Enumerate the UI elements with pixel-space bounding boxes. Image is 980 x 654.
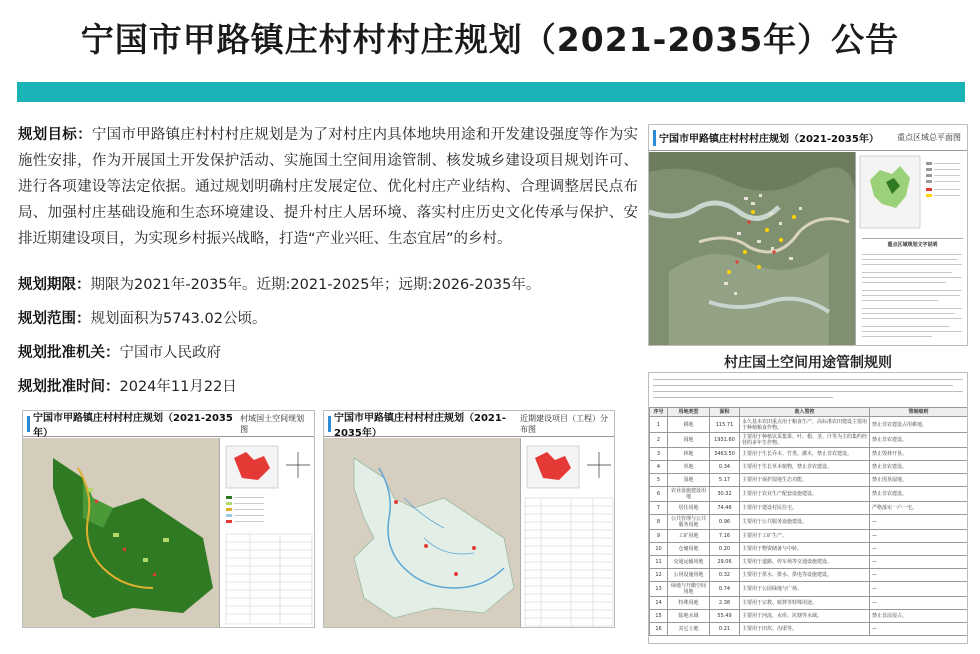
- table-cell: 主要用于道路、停车场等交通设施建设。: [740, 556, 870, 569]
- table-cell: —: [870, 623, 968, 636]
- table-cell: 主要用于建设村民住宅。: [740, 502, 870, 515]
- table-cell: —: [870, 569, 968, 582]
- table-cell: 0.21: [710, 623, 740, 636]
- authority-text: 宁国市人民政府: [119, 345, 221, 361]
- card-title: 宁国市甲路镇庄村村村庄规划（2021-2035年）: [659, 134, 879, 145]
- table-row: [650, 543, 968, 556]
- table-cell: —: [870, 582, 968, 597]
- table-cell: 7.16: [710, 530, 740, 543]
- table-cell: 30.32: [710, 487, 740, 502]
- table-row: [650, 461, 968, 474]
- rules-section-title: 村庄国土空间用途管制规则: [724, 355, 892, 371]
- authority-label: 规划批准机关：: [18, 345, 120, 361]
- rules-body: [650, 417, 968, 636]
- table-cell: 主要用于供水、排水、供电等设施建设。: [740, 569, 870, 582]
- table-cell: 绿地与开敞空间用地: [668, 582, 710, 597]
- village-landuse-map: [23, 438, 219, 628]
- table-cell: 严格落实一户一宅。: [870, 502, 968, 515]
- table-cell: 10: [650, 543, 668, 556]
- authority-paragraph: [18, 340, 638, 366]
- table-cell: —: [870, 530, 968, 543]
- projects-map-graphic: [324, 438, 520, 628]
- key-area-legend: [855, 152, 968, 346]
- table-cell: 居住用地: [668, 502, 710, 515]
- table-row: [650, 515, 968, 530]
- table-row: [650, 487, 968, 502]
- table-cell: 主要用于物资储备与中转。: [740, 543, 870, 556]
- table-cell: 禁止非农建设。: [870, 487, 968, 502]
- goal-label: 规划目标：: [18, 127, 92, 143]
- table-cell: 永久基本农田重点用于粮食生产，高标准农田建设主要用于种植粮食作物。: [740, 417, 870, 433]
- table-row: [650, 582, 968, 597]
- village-spatial-plan-card: [22, 410, 315, 628]
- table-row: [650, 597, 968, 610]
- table-cell: 主要用于公共服务设施建设。: [740, 515, 870, 530]
- table-cell: 林地: [668, 448, 710, 461]
- header-cell: 序号: [650, 408, 668, 417]
- plan-info: [18, 122, 638, 400]
- table-cell: 12: [650, 569, 668, 582]
- card-subtitle: 村域国土空间规划图: [240, 413, 305, 434]
- table-cell: 5: [650, 474, 668, 487]
- table-cell: 禁止非农建设。: [870, 461, 968, 474]
- table-cell: 74.46: [710, 502, 740, 515]
- table-cell: 1: [650, 417, 668, 433]
- table-cell: 草地: [668, 461, 710, 474]
- period-text: 期限为2021年-2035年。近期:2021-2025年；远期:2026-2035年。: [90, 277, 541, 293]
- table-cell: 农业设施建设用地: [668, 487, 710, 502]
- table-cell: 特殊用地: [668, 597, 710, 610]
- card-title: 宁国市甲路镇庄村村村庄规划（2021-2035年）: [33, 412, 233, 439]
- table-row: [650, 448, 968, 461]
- table-cell: —: [870, 543, 968, 556]
- date-text: 2024年11月22日: [119, 379, 237, 395]
- table-row: [650, 556, 968, 569]
- table-cell: 主要用于田坎、沟渠等。: [740, 623, 870, 636]
- header-cell: 面积: [710, 408, 740, 417]
- projects-legend: [520, 438, 615, 628]
- title-banner: [17, 82, 965, 102]
- table-cell: 耕地: [668, 417, 710, 433]
- scope-paragraph: [18, 306, 638, 332]
- table-cell: 园地: [668, 433, 710, 448]
- page-title: 宁国市甲路镇庄村村村庄规划（2021-2035年）公告: [80, 20, 900, 59]
- table-cell: 5.17: [710, 474, 740, 487]
- aerial-map-graphic: [649, 152, 855, 346]
- table-cell: —: [870, 597, 968, 610]
- table-cell: 115.71: [710, 417, 740, 433]
- key-area-plan-card: [648, 124, 968, 346]
- table-cell: 仓储用地: [668, 543, 710, 556]
- table-cell: 9: [650, 530, 668, 543]
- table-cell: 11: [650, 556, 668, 569]
- table-cell: 15: [650, 610, 668, 623]
- table-cell: 主要用于保护湿地生态功能。: [740, 474, 870, 487]
- card-subtitle: 近期建设项目（工程）分布图: [520, 413, 608, 434]
- table-row: [650, 623, 968, 636]
- period-paragraph: [18, 272, 638, 298]
- table-cell: 3: [650, 448, 668, 461]
- table-cell: 1931.60: [710, 433, 740, 448]
- projects-map: [324, 438, 520, 628]
- table-cell: —: [870, 515, 968, 530]
- table-cell: 禁止非农建设占用耕地。: [870, 417, 968, 433]
- table-cell: 0.34: [710, 461, 740, 474]
- table-cell: 公共管理与公共服务用地: [668, 515, 710, 530]
- table-cell: 其它土地: [668, 623, 710, 636]
- table-cell: 主要用于公园绿地与广场。: [740, 582, 870, 597]
- table-cell: 7: [650, 502, 668, 515]
- table-cell: 0.20: [710, 543, 740, 556]
- table-cell: 29.06: [710, 556, 740, 569]
- goal-paragraph: [18, 122, 638, 252]
- table-cell: 陆地水域: [668, 610, 710, 623]
- rules-header-row: [650, 408, 968, 417]
- card-subtitle: 重点区域总平面图: [897, 133, 961, 142]
- table-cell: 主要用于种植以采集果、叶、根、茎、汁等为主的集约经营的多年生作物。: [740, 433, 870, 448]
- landuse-legend: [219, 438, 315, 628]
- table-cell: 禁止非法侵占。: [870, 610, 968, 623]
- card-title: 宁国市甲路镇庄村村村庄规划（2021-2035年）: [334, 412, 506, 439]
- card-header: [649, 125, 967, 151]
- projects-legend-graphic: [521, 438, 615, 628]
- key-area-map: [649, 152, 855, 346]
- table-row: [650, 433, 968, 448]
- table-cell: 55.49: [710, 610, 740, 623]
- table-cell: 0.32: [710, 569, 740, 582]
- landuse-rules-panel: [648, 372, 968, 644]
- table-row: [650, 502, 968, 515]
- table-cell: 13: [650, 582, 668, 597]
- table-row: [650, 569, 968, 582]
- legend-text-block: [856, 250, 968, 346]
- header-cell: 用地类型: [668, 408, 710, 417]
- table-cell: 主要用于河流、水库、坑塘等水域。: [740, 610, 870, 623]
- table-cell: 14: [650, 597, 668, 610]
- header-cell: 管制细则: [870, 408, 968, 417]
- landuse-map-graphic: [23, 438, 219, 628]
- table-cell: 湿地: [668, 474, 710, 487]
- scope-label: 规划范围：: [18, 311, 91, 327]
- table-cell: 禁止围垦湿地。: [870, 474, 968, 487]
- goal-text: 宁国市甲路镇庄村村村庄规划是为了对村庄内具体地块用途和开发建设强度等作为实施性安排，作为开展国土开发保护活动、实施国土空间用途管制、核发城乡建设项目规划许可、进行各项建设等法定依据。通过规划明确村庄发展定位、优化村庄产业结构、合理调整居民点布局、加强村庄基础设施和生态环境建设、提升村庄人居环境、落实村庄历史文化传承与保护、安排近期建设项目，为实现乡村振兴战略，打造“产业兴旺、生态宜居”的乡村。: [18, 127, 638, 247]
- table-cell: 3463.50: [710, 448, 740, 461]
- table-cell: —: [870, 556, 968, 569]
- landuse-legend-graphic: [220, 438, 315, 628]
- table-cell: 交通运输用地: [668, 556, 710, 569]
- table-cell: 0.74: [710, 582, 740, 597]
- table-cell: 2: [650, 433, 668, 448]
- table-cell: 工矿用地: [668, 530, 710, 543]
- table-row: [650, 417, 968, 433]
- table-cell: 主要用于生长乔木、竹类、灌木，禁止非农建设。: [740, 448, 870, 461]
- table-cell: 6: [650, 487, 668, 502]
- table-cell: 禁止毁林开垦。: [870, 448, 968, 461]
- header-cell: 准入管控: [740, 408, 870, 417]
- table-row: [650, 474, 968, 487]
- table-cell: 8: [650, 515, 668, 530]
- table-cell: 主要用于生长草本植物，禁止非农建设。: [740, 461, 870, 474]
- table-cell: 0.96: [710, 515, 740, 530]
- rules-intro: [649, 373, 967, 407]
- period-label: 规划期限：: [18, 277, 91, 293]
- table-cell: 2.38: [710, 597, 740, 610]
- table-cell: 4: [650, 461, 668, 474]
- table-cell: 禁止非农建设。: [870, 433, 968, 448]
- scope-text: 规划面积为5743.02公顷。: [90, 311, 267, 327]
- table-cell: 公用设施用地: [668, 569, 710, 582]
- table-row: [650, 610, 968, 623]
- legend-heading: 重点区域规划文字说明: [862, 238, 963, 248]
- rules-table: [649, 407, 968, 636]
- table-cell: 主要用于宗教、殡葬等特殊用途。: [740, 597, 870, 610]
- table-cell: 主要用于工矿生产。: [740, 530, 870, 543]
- near-term-projects-card: [323, 410, 615, 628]
- card-header: [324, 411, 614, 437]
- location-inset: [856, 152, 968, 232]
- date-label: 规划批准时间：: [18, 379, 120, 395]
- card-header: [23, 411, 314, 437]
- table-cell: 16: [650, 623, 668, 636]
- table-row: [650, 530, 968, 543]
- date-paragraph: [18, 374, 638, 400]
- rules-intro-text-lines: [653, 376, 963, 404]
- table-cell: 主要用于农业生产配套设施建设。: [740, 487, 870, 502]
